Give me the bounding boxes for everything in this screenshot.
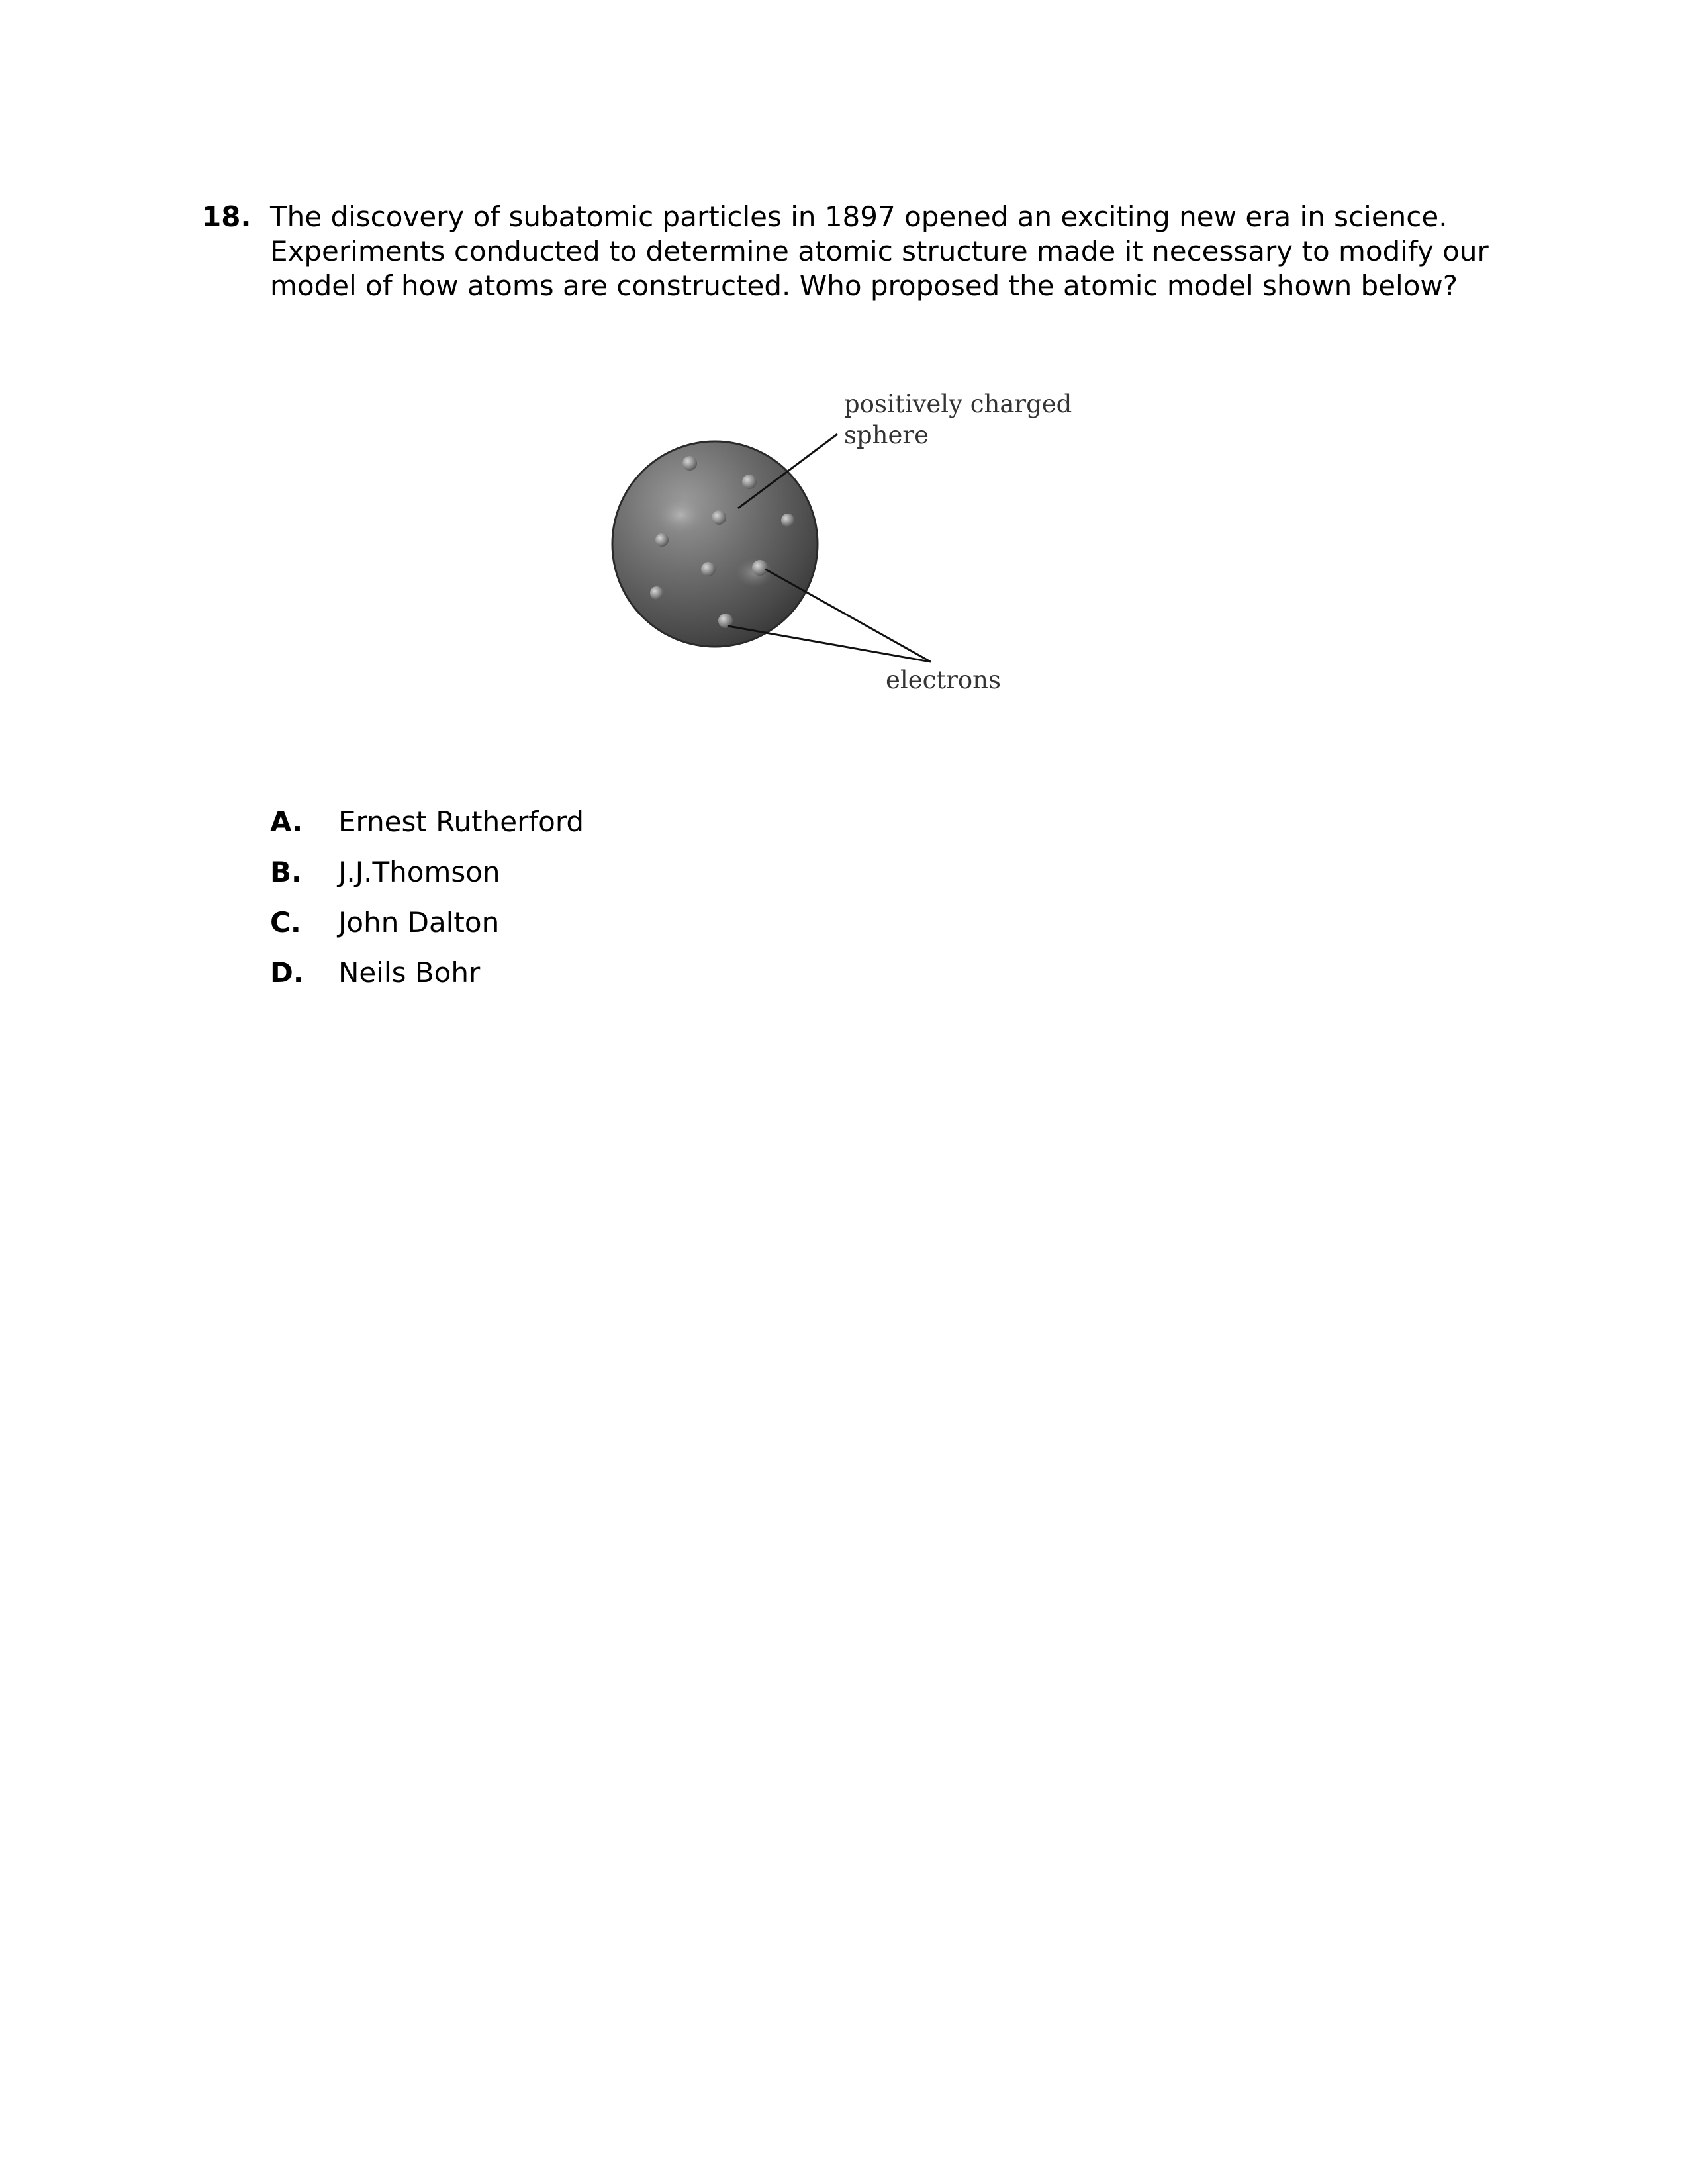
sphere-highlight [655, 495, 706, 535]
choice-text: Neils Bohr [338, 956, 481, 989]
question-stem-line: Experiments conducted to determine atomic structure made it necessary to modify our [270, 235, 1489, 267]
electrons-label: electrons [886, 666, 1001, 694]
electron [781, 514, 794, 527]
electron [742, 475, 757, 489]
sphere-label: positively charged [844, 390, 1072, 418]
electron [682, 456, 697, 471]
electron [650, 586, 663, 600]
question-number: 18. [202, 201, 252, 233]
choice-text: J.J.Thomson [338, 856, 500, 888]
choice-letter: C. [270, 906, 301, 938]
choice-letter: D. [270, 956, 304, 989]
electron [701, 562, 716, 576]
answer-choices [270, 805, 1064, 1006]
choice-letter: B. [270, 856, 302, 888]
electron [655, 533, 669, 547]
question-stem [270, 200, 1515, 303]
answer-choice-b[interactable] [270, 855, 1064, 905]
question-stem-line: model of how atoms are constructed. Who proposed the atomic model shown below? [270, 269, 1458, 302]
question-stem-line: The discovery of subatomic particles in 1897 opened an exciting new era in science. [270, 201, 1448, 233]
answer-choice-c[interactable] [270, 905, 1064, 956]
answer-choice-d[interactable] [270, 956, 1064, 1006]
plum-pudding-diagram [596, 371, 1165, 715]
choice-letter: A. [270, 805, 303, 838]
choice-text: Ernest Rutherford [338, 805, 585, 838]
answer-choice-a[interactable] [270, 805, 1064, 855]
choice-text: John Dalton [338, 906, 500, 938]
sphere-label: sphere [844, 421, 929, 449]
electron [752, 560, 768, 576]
atomic-model-figure [596, 371, 1165, 715]
electron [712, 510, 726, 525]
